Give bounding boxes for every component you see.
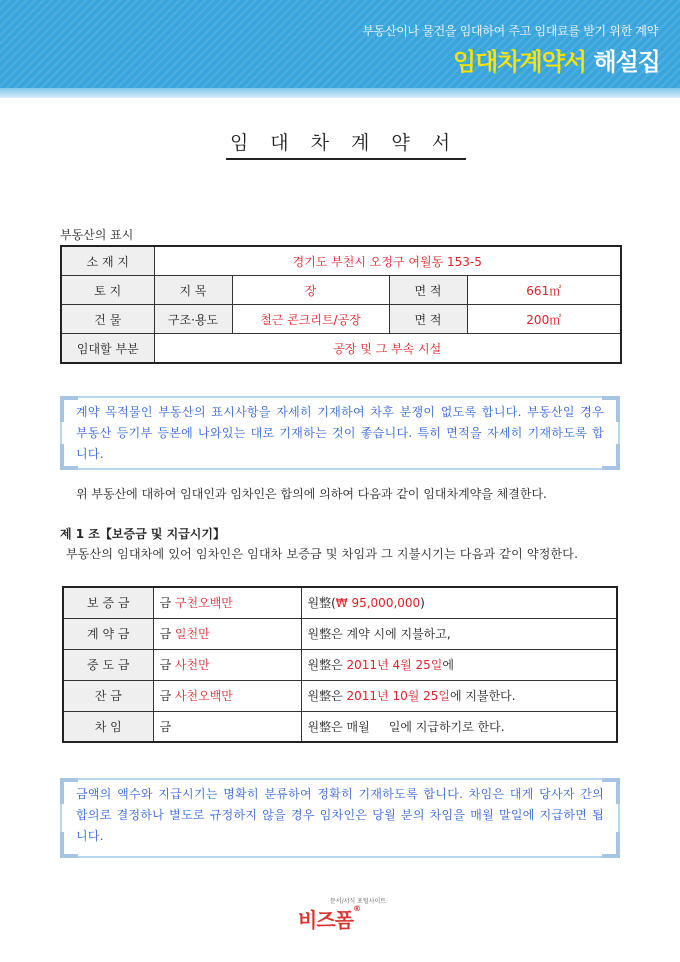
leased-part-value: 공장 및 그 부속 시설 [154, 334, 621, 364]
land-label: 토 지 [61, 276, 154, 305]
table-row [61, 276, 621, 305]
payment-amount-cell [153, 711, 301, 742]
payment-table [62, 586, 618, 743]
building-area-label: 면 적 [389, 305, 467, 334]
payment-note-box [60, 778, 620, 858]
bracket-corner [602, 778, 620, 804]
payment-won: 원整( [307, 596, 336, 611]
payment-amount-cell [153, 649, 301, 680]
bracket-corner [60, 444, 78, 470]
payment-amount-cell [153, 587, 301, 618]
payment-note-text: 금액의 액수와 지급시기는 명확히 분류하여 정확히 기재하도록 합니다. 차임은 대게 당사자 간의 합의로 결정하나 별도로 규정하지 않을 경우 임차인은 당월 분의 차임을 매월 말일에 지급하면 됩니다. [76, 787, 604, 843]
payment-label: 잔 금 [63, 680, 153, 711]
payment-label: 차 임 [63, 711, 153, 742]
property-section-label: 부동산의 표시 [60, 228, 134, 242]
table-row [63, 680, 617, 711]
table-row [61, 246, 621, 276]
bracket-corner [60, 778, 78, 804]
property-note-box [60, 396, 620, 470]
payment-prefix: 금 [159, 658, 172, 672]
payment-amount: 사천오백만 [174, 689, 233, 703]
table-row [63, 649, 617, 680]
logo-tagline: 문서/서식 포털사이트 [330, 898, 387, 905]
payment-highlight: 2011년 4월 25일 [346, 658, 443, 672]
property-table [60, 245, 622, 364]
payment-suffix: ) [420, 596, 425, 611]
table-row [63, 711, 617, 742]
payment-amount-cell [153, 618, 301, 649]
payment-detail [301, 587, 617, 618]
payment-amount: 구천오백만 [174, 596, 233, 611]
leased-part-label: 임대할 부분 [61, 334, 154, 364]
payment-won: 원整은 [307, 658, 347, 672]
table-row [63, 618, 617, 649]
land-area-label: 면 적 [389, 276, 467, 305]
payment-won: 원整은 [307, 689, 347, 703]
payment-highlight: 2011년 10월 25일 [346, 689, 450, 703]
table-row [61, 334, 621, 364]
table-row [63, 587, 617, 618]
document-title: 임대차계약서 [229, 132, 473, 154]
table-row [61, 305, 621, 334]
payment-prefix: 금 [159, 719, 172, 734]
land-category-value: 장 [232, 276, 389, 305]
property-note-text: 계약 목적물인 부동산의 표시사항을 자세히 기재하여 차후 분쟁이 없도록 합니다. 부동산일 경우 부동산 등기부 등본에 나와있는 대로 기재하는 것이 좋습니다. 특히 면적을 자세히 기재하도록 합니다. [76, 405, 604, 461]
land-area-value: 661㎡ [467, 276, 621, 305]
payment-label: 계 약 금 [63, 618, 153, 649]
bracket-corner [602, 396, 620, 422]
payment-suffix: 에 [442, 658, 454, 672]
article1-heading: 제 1 조【보증금 및 지급시기】 [60, 527, 225, 541]
building-area-value: 200㎡ [467, 305, 621, 334]
banner-title-main: 임대차계약서 [452, 48, 587, 76]
payment-amount-cell [153, 680, 301, 711]
payment-prefix: 금 [159, 689, 172, 703]
bracket-corner [602, 832, 620, 858]
bracket-corner [60, 396, 78, 422]
bracket-corner [60, 832, 78, 858]
payment-suffix: 에 지불한다. [449, 689, 516, 703]
payment-label: 보 증 금 [63, 587, 153, 618]
payment-won: 원整은 계약 시에 지불하고, [307, 627, 451, 641]
payment-prefix: 금 [159, 627, 172, 641]
location-value: 경기도 부천시 오정구 여월동 153-5 [154, 246, 621, 276]
header-banner [0, 0, 680, 88]
payment-detail [301, 680, 617, 711]
payment-detail [301, 711, 617, 742]
logo-wordmark [298, 904, 360, 933]
payment-detail [301, 618, 617, 649]
logo-text: 비즈폼 [298, 908, 353, 932]
building-struct-value: 철근 콘크리트/공장 [232, 305, 389, 334]
bizforms-logo [298, 896, 394, 932]
banner-subtitle: 부동산이나 물건을 임대하여 주고 임대료를 받기 위한 계약 [362, 24, 658, 38]
building-struct-label: 구조·용도 [154, 305, 232, 334]
payment-detail [301, 649, 617, 680]
article1-body: 부동산의 임대차에 있어 임차인은 임대차 보증금 및 차임과 그 지불시기는 다음과 같이 약정한다. [66, 547, 579, 561]
location-label: 소 재 지 [61, 246, 154, 276]
payment-amount: 일천만 [174, 627, 210, 641]
agreement-text: 위 부동산에 대하여 임대인과 임차인은 합의에 의하여 다음과 같이 임대차계약을 체결한다. [76, 487, 547, 501]
payment-amount: 사천만 [174, 658, 210, 672]
title-underline [226, 158, 466, 160]
building-label: 건 물 [61, 305, 154, 334]
payment-prefix: 금 [159, 596, 172, 611]
land-category-label: 지 목 [154, 276, 232, 305]
payment-won: 원整은 매월 일에 지급하기로 한다. [307, 719, 505, 734]
banner-strip [0, 88, 680, 98]
bracket-corner [602, 444, 620, 470]
banner-title [453, 42, 660, 77]
banner-title-sub: 해설집 [593, 48, 660, 76]
payment-highlight: ₩ 95,000,000 [335, 596, 421, 611]
payment-label: 중 도 금 [63, 649, 153, 680]
logo-registered: ® [352, 904, 360, 913]
